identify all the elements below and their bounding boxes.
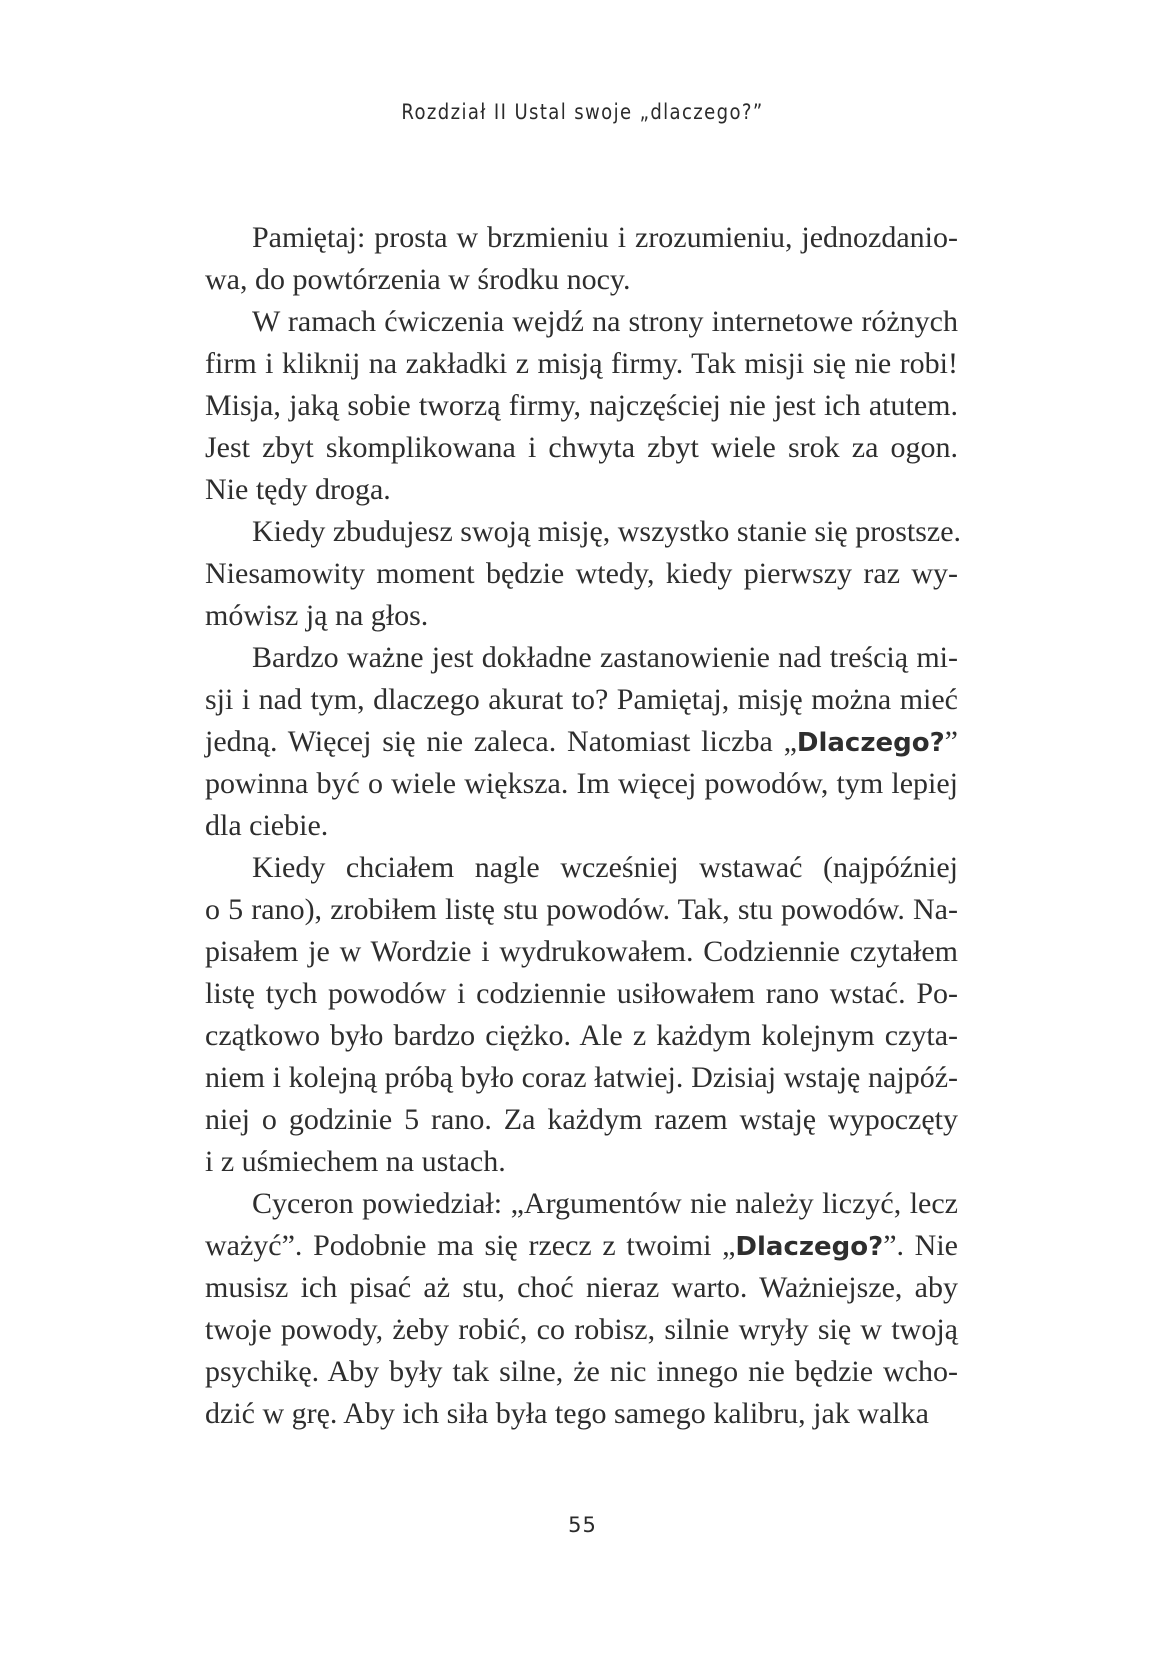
text-line: listę tych powodów i codziennie usiłowałem rano wstać. Po- <box>205 977 958 1010</box>
text-line: Kiedy chciałem nagle wcześniej wstawać (najpóźniej <box>252 851 958 884</box>
text-line: psychikę. Aby były tak silne, że nic innego nie będzie wcho- <box>205 1355 958 1388</box>
text-line: niej o godzinie 5 rano. Za każdym razem wstaję wypoczęty <box>205 1103 958 1136</box>
text-line: mówisz ją na głos. <box>205 599 429 632</box>
paragraph <box>205 511 962 637</box>
text-line <box>205 721 958 763</box>
text-line: Niesamowity moment będzie wtedy, kiedy pierwszy raz wy- <box>205 557 958 590</box>
text-line: firm i kliknij na zakładki z misją firmy. Tak misji się nie robi! <box>205 347 958 380</box>
text-line: dzić w grę. Aby ich siła była tego samego kalibru, jak walka <box>205 1397 929 1430</box>
text-line: Cyceron powiedział: „Argumentów nie należy liczyć, lecz <box>252 1187 958 1220</box>
paragraph <box>205 301 958 511</box>
paragraph <box>205 1183 958 1435</box>
text-segment: ”. Nie <box>883 1229 958 1262</box>
text-line: musisz ich pisać aż stu, choć nieraz warto. Ważniejsze, aby <box>205 1271 958 1304</box>
bold-term: Dlaczego? <box>796 728 945 758</box>
text-segment: ” <box>944 725 958 758</box>
text-line: pisałem je w Wordzie i wydrukowałem. Codziennie czytałem <box>205 935 958 968</box>
bold-term: Dlaczego? <box>735 1232 884 1262</box>
text-line: o 5 rano), zrobiłem listę stu powodów. Tak, stu powodów. Na- <box>205 893 958 926</box>
body-text <box>205 217 962 1435</box>
text-line: Jest zbyt skomplikowana i chwyta zbyt wiele srok za ogon. <box>205 431 958 464</box>
text-line <box>205 1225 958 1267</box>
text-line: dla ciebie. <box>205 809 329 842</box>
text-line: wa, do powtórzenia w środku nocy. <box>205 263 631 296</box>
paragraph <box>205 217 958 301</box>
text-line: czątkowo było bardzo ciężko. Ale z każdym kolejnym czyta- <box>205 1019 958 1052</box>
text-line: Bardzo ważne jest dokładne zastanowienie nad treścią mi- <box>252 641 958 674</box>
text-line: i z uśmiechem na ustach. <box>205 1145 506 1178</box>
text-line: Nie tędy droga. <box>205 473 391 506</box>
text-line: sji i nad tym, dlaczego akurat to? Pamiętaj, misję można mieć <box>205 683 958 716</box>
text-segment: ważyć”. Podobnie ma się rzecz z twoimi „ <box>205 1229 736 1262</box>
paragraph <box>205 847 958 1183</box>
text-segment: jedną. Więcej się nie zaleca. Natomiast liczba „ <box>205 725 797 758</box>
paragraph <box>205 637 958 847</box>
text-line: Kiedy zbudujesz swoją misję, wszystko stanie się prostsze. <box>252 515 962 548</box>
text-line: powinna być o wiele większa. Im więcej powodów, tym lepiej <box>205 767 958 800</box>
text-line: niem i kolejną próbą było coraz łatwiej. Dzisiaj wstaję najpóź- <box>205 1061 958 1094</box>
text-line: Pamiętaj: prosta w brzmieniu i zrozumieniu, jednozdanio- <box>252 221 958 254</box>
text-line: W ramach ćwiczenia wejdź na strony internetowe różnych <box>252 305 958 338</box>
text-line: Misja, jaką sobie tworzą firmy, najczęściej nie jest ich atutem. <box>205 389 958 422</box>
page-number: 55 <box>568 1513 597 1537</box>
running-head: Rozdział II Ustal swoje „dlaczego?” <box>401 100 764 124</box>
text-line: twoje powody, żeby robić, co robisz, silnie wryły się w twoją <box>205 1313 958 1346</box>
